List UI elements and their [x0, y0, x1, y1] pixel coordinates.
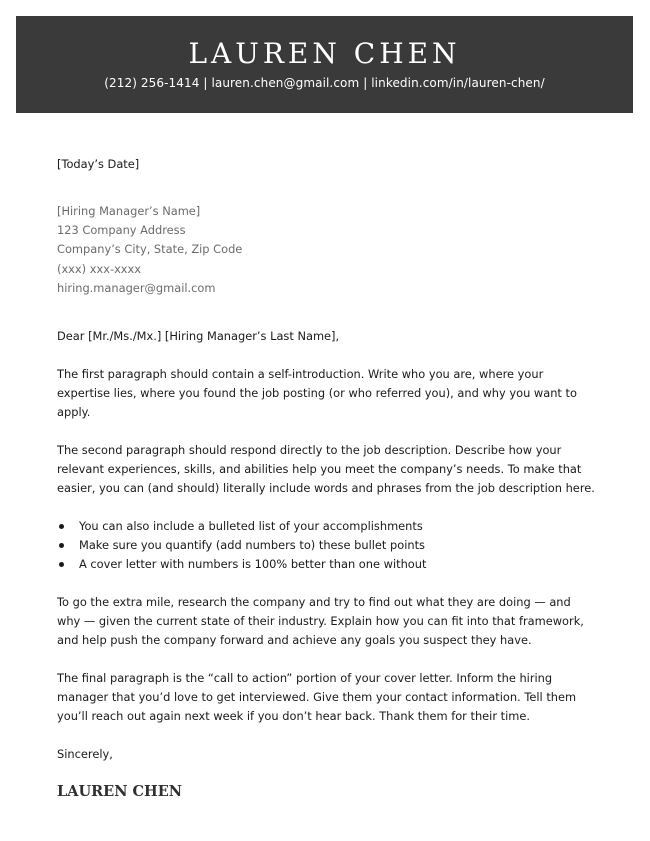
- signature-name: LAUREN CHEN: [57, 783, 183, 801]
- recipient-city: Company’s City, State, Zip Code: [57, 242, 243, 257]
- recipient-block: [57, 202, 597, 298]
- recipient-name: [Hiring Manager’s Name]: [57, 204, 201, 218]
- recipient-phone: (xxx) xxx-xxxx: [57, 261, 142, 276]
- paragraph-job-fit: The second paragraph should respond directly to the job description. Describe how your relevant experiences, skills, and abilities help you meet the company’s needs. To make that easier, you can (and should) literally include words and phrases from the job description here.: [57, 443, 595, 496]
- paragraph-research: To go the extra mile, research the company and try to find out what they are doing — and why — given the current state of their industry. Explain how you can fit into that framework, and help push the company forward and achieve any goals you suspect they have.: [57, 595, 584, 648]
- applicant-name: LAUREN CHEN: [188, 37, 461, 70]
- salutation: Dear [Mr./Ms./Mx.] [Hiring Manager’s Last Name],: [57, 329, 340, 344]
- paragraph-intro: The first paragraph should contain a self-introduction. Write who you are, where your expertise lies, where you found the job posting (or who referred you), and why you want to apply.: [57, 367, 577, 420]
- contact-line: (212) 256-1414 | lauren.chen@gmail.com | linkedin.com/in/lauren-chen/: [104, 76, 545, 90]
- letterhead-banner: [16, 16, 633, 113]
- list-item: Make sure you quantify (add numbers to) these bullet points: [57, 536, 597, 555]
- accomplishments-list: [57, 517, 597, 574]
- closing: Sincerely,: [57, 747, 113, 762]
- paragraph-call-to-action: The final paragraph is the “call to action” portion of your cover letter. Inform the hiring manager that you’d love to get interviewed. Give them your contact information. Tell them you’ll reach out again next week if you don’t hear back. Thank them for their time.: [57, 671, 577, 724]
- recipient-address: 123 Company Address: [57, 223, 186, 238]
- list-item: A cover letter with numbers is 100% better than one without: [57, 555, 597, 574]
- letter-date: [Today’s Date]: [57, 157, 140, 171]
- list-item: You can also include a bulleted list of your accomplishments: [57, 517, 597, 536]
- recipient-email: hiring.manager@gmail.com: [57, 280, 216, 295]
- letter-body: [57, 155, 597, 802]
